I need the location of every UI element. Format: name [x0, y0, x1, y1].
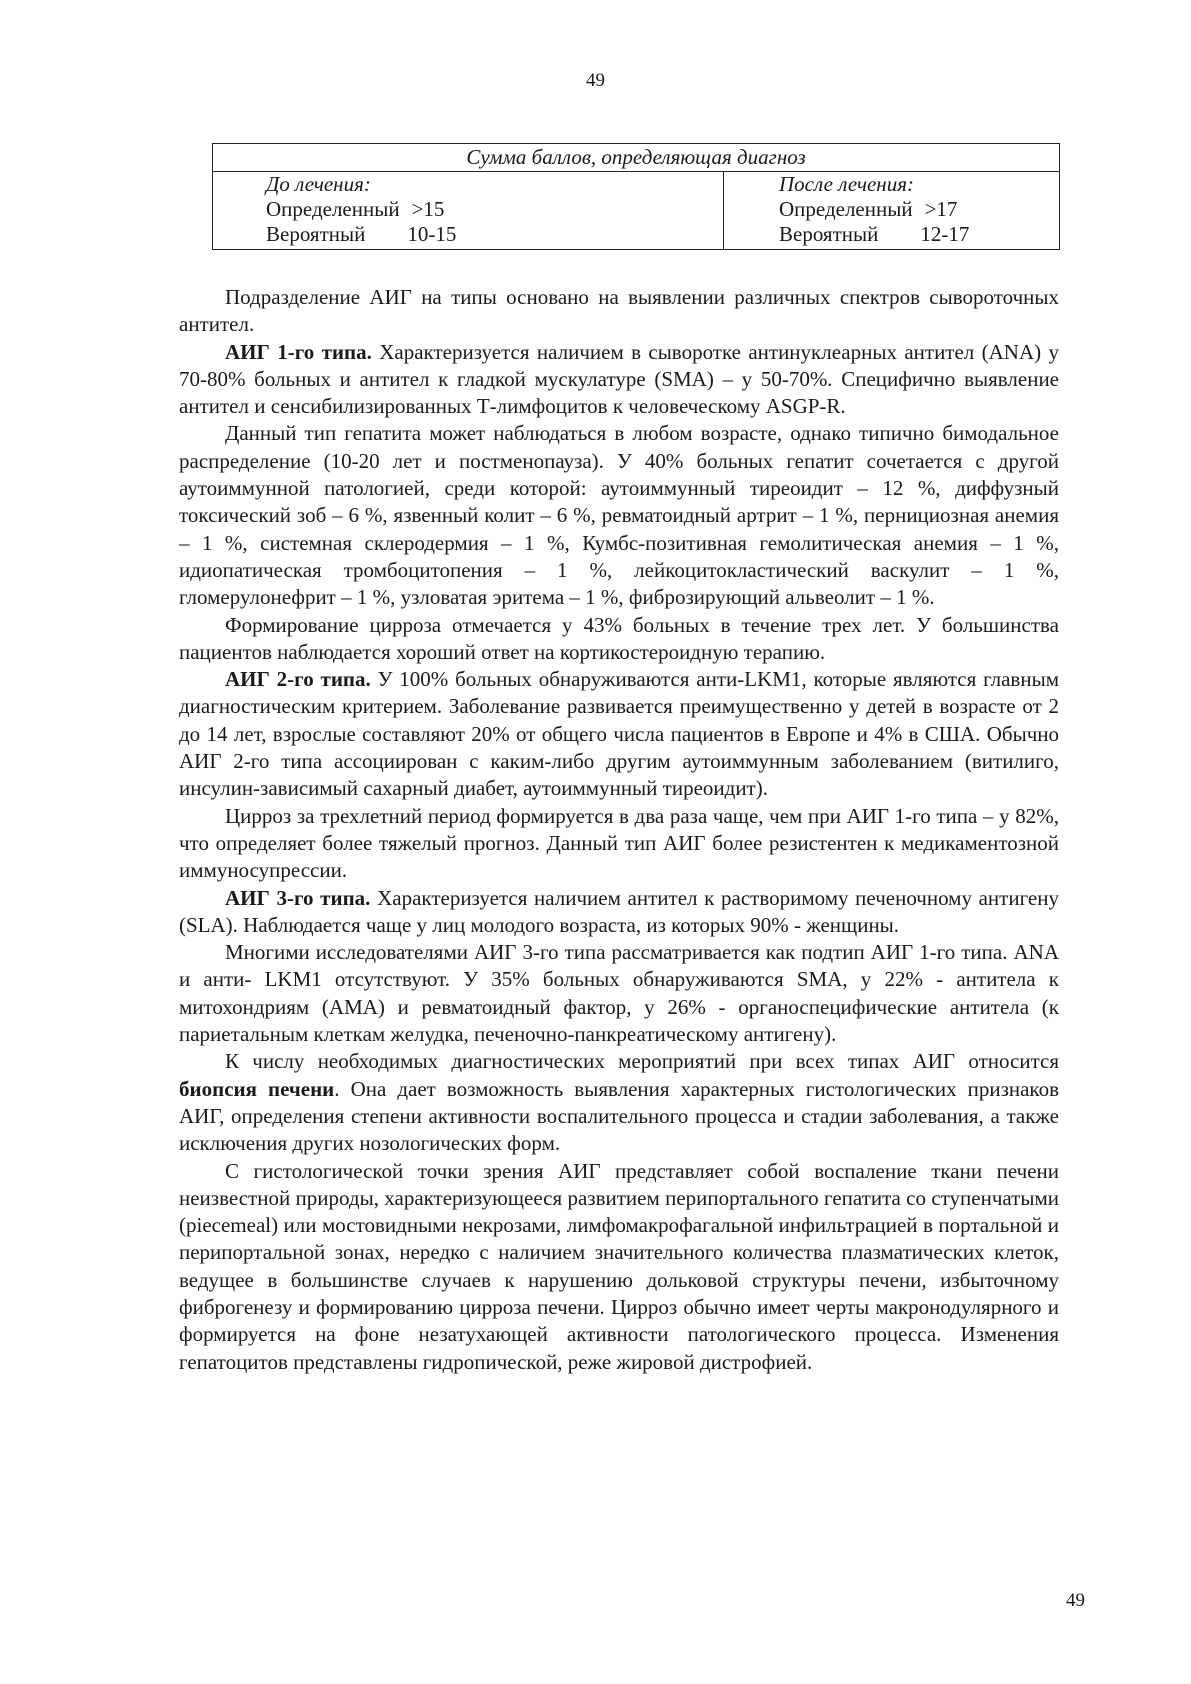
- before-definite-label: Определенный: [266, 197, 400, 221]
- paragraph-biopsy: [179, 1048, 1059, 1157]
- paragraph-type3-subtype: Многими исследователями АИГ 3-го типа рассматривается как подтип АИГ 1-го типа. ANA и анти- LKM1 отсутствуют. У 35% больных обнаруживаются SMA, у 22% - антитела к митохондриям (AMA) и ревматоидный фактор, у 26% - органоспецифические антитела (к париетальным клеткам желудка, печеночно-панкреатическому антигену).: [179, 940, 1059, 1047]
- before-treatment-cell: [213, 172, 724, 250]
- after-treatment-cell: [724, 172, 1060, 250]
- page-number-top: 49: [586, 70, 605, 91]
- body-text: [179, 284, 1059, 1376]
- paragraph-biopsy-text-b: . Она дает возможность выявления характерных гистологических признаков АИГ, определения степени активности воспалительного процесса и стадии заболевания, а также исключения других нозологических форм.: [179, 1076, 1059, 1156]
- heading-aig-type3: АИГ 3-го типа.: [225, 885, 371, 910]
- diagnosis-score-table: [212, 143, 1060, 250]
- paragraph-type2-cirrhosis: Цирроз за трехлетний период формируется в два раза чаще, чем при АИГ 1-го типа – у 82%, что определяет более тяжелый прогноз. Данный тип АИГ более резистентен к медикаментозной иммуносупрессии.: [179, 803, 1059, 883]
- after-definite-label: Определенный: [779, 197, 913, 221]
- score-table-header: Сумма баллов, определяющая диагноз: [213, 144, 1060, 172]
- after-treatment-title: После лечения:: [779, 172, 914, 196]
- paragraph-histology: С гистологической точки зрения АИГ представляет собой воспаление ткани печени неизвестной природы, характеризующееся развитием перипортального гепатита со ступенчатыми (piecemeal) или мостовидными некрозами, лимфомакрофагальной инфильтрацией в портальной и перипортальной зонах, нередко с наличием значительного количества плазматических клеток, ведущее в большинстве случаев к нарушению дольковой структуры печени, избыточному фиброгенезу и формированию цирроза печени. Цирроз обычно имеет черты макронодулярного и формируется на фоне незатухающей активности патологического процесса. Изменения гепатоцитов представлены гидропической, реже жировой дистрофией.: [179, 1158, 1059, 1374]
- paragraph-aig-type3: [179, 885, 1059, 940]
- page-number-bottom: 49: [1066, 1590, 1085, 1611]
- before-definite-value: >15: [411, 197, 445, 221]
- heading-aig-type1: АИГ 1-го типа.: [225, 339, 372, 364]
- paragraph-type1-age-comorbidity: Данный тип гепатита может наблюдаться в любом возрасте, однако типично бимодальное распределение (10-20 лет и постменопауза). У 40% больных гепатит сочетается с другой аутоиммунной патологией, среди которой: аутоиммунный тиреоидит – 12 %, диффузный токсический зоб – 6 %, язвенный колит – 6 %, ревматоидный артрит – 1 %, пернициозная анемия – 1 %, системная склеродермия – 1 %, Кумбс-позитивная гемолитическая анемия – 1 %, идиопатическая тромбоцитопения – 1 %, лейкоцитокластический васкулит – 1 %, гломерулонефрит – 1 %, узловатая эритема – 1 %, фиброзирующий альвеолит – 1 %.: [179, 421, 1059, 610]
- before-probable-value: 10-15: [407, 222, 457, 246]
- paragraph-aig-type1-text: Характеризуется наличием в сыворотке антинуклеарных антител (ANA) у 70-80% больных и антител к гладкой мускулатуре (SMA) – у 50-70%. Специфично выявление антител и сенсибилизированных Т-лимфоцитов к человеческому ASGP-R.: [179, 339, 1059, 419]
- paragraph-aig-type2: [179, 666, 1059, 802]
- paragraph-types-intro: Подразделение АИГ на типы основано на выявлении различных спектров сывороточных антител.: [179, 285, 1059, 337]
- heading-aig-type2: АИГ 2-го типа.: [225, 667, 371, 692]
- paragraph-aig-type1: [179, 339, 1059, 421]
- after-probable-value: 12-17: [920, 222, 970, 246]
- after-probable-row: [779, 222, 1059, 247]
- paragraph-aig-type2-text: У 100% больных обнаруживаются анти-LKM1, которые являются главным диагностическим критерием. Заболевание развивается преимущественно у детей в возрасте от 2 до 14 лет, взрослые составляют 20% от общего числа пациентов в Европе и 4% в США. Обычно АИГ 2-го типа ассоциирован с каким-либо другим аутоиммунным заболеванием (витилиго, инсулин-зависимый сахарный диабет, аутоиммунный тиреоидит).: [179, 667, 1059, 801]
- before-probable-label: Вероятный: [266, 222, 366, 246]
- after-definite-row: [779, 197, 1059, 222]
- term-liver-biopsy: биопсия печени: [179, 1076, 335, 1101]
- before-probable-row: [266, 222, 723, 247]
- before-treatment-title: До лечения:: [266, 172, 371, 196]
- after-probable-label: Вероятный: [779, 222, 879, 246]
- after-definite-value: >17: [924, 197, 958, 221]
- paragraph-type1-cirrhosis: Формирование цирроза отмечается у 43% больных в течение трех лет. У большинства пациентов наблюдается хороший ответ на кортикостероидную терапию.: [179, 612, 1059, 664]
- paragraph-aig-type3-text: Характеризуется наличием антител к растворимому печеночному антигену (SLA). Наблюдается чаще у лиц молодого возраста, из которых 90% - женщины.: [179, 885, 1059, 937]
- before-definite-row: [266, 197, 723, 222]
- paragraph-biopsy-text-a: К числу необходимых диагностических мероприятий при всех типах АИГ относится: [225, 1049, 1059, 1074]
